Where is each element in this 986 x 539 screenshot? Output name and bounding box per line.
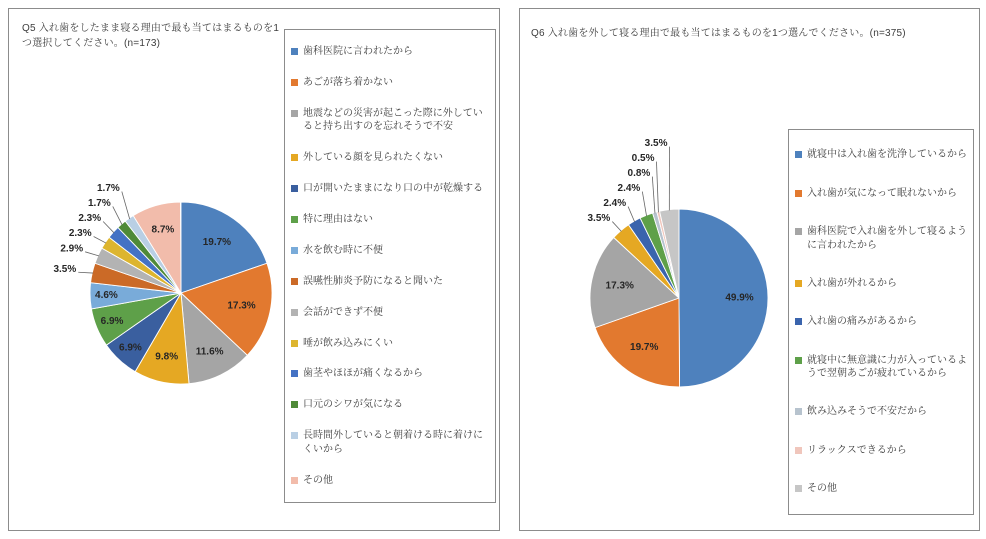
legend-item-2: [291, 107, 489, 134]
legend-label: その他: [807, 483, 837, 495]
legend-item-4: [291, 182, 489, 196]
pie-data-label: 2.3%: [78, 213, 102, 225]
legend-color-swatch: [291, 340, 298, 347]
pie-data-label: 2.9%: [60, 243, 84, 255]
label-leader-line: [78, 272, 93, 273]
legend-color-swatch: [291, 401, 298, 408]
legend-color-swatch: [795, 408, 802, 415]
legend-q6: [788, 129, 974, 515]
legend-item-2: [795, 225, 967, 252]
legend-item-5: [795, 354, 967, 381]
legend-item-13: [291, 474, 489, 488]
legend-color-swatch: [795, 151, 802, 158]
legend-item-1: [795, 187, 967, 201]
legend-label: 誤嚥性肺炎予防になると聞いた: [303, 275, 443, 287]
legend-color-swatch: [291, 185, 298, 192]
legend-label: 就寝中は入れ歯を洗浄しているから: [807, 149, 967, 161]
legend-label: 歯茎やほほが痛くなるから: [303, 368, 423, 380]
legend-item-12: [291, 429, 489, 456]
pie-data-label: 1.7%: [97, 183, 120, 195]
legend-color-swatch: [291, 48, 298, 55]
pie-chart-q6: [546, 137, 826, 402]
legend-color-swatch: [291, 216, 298, 223]
legend-label: 入れ歯が外れるから: [807, 277, 897, 289]
legend-color-swatch: [795, 485, 802, 492]
legend-label: 口が開いたままになり口の中が乾燥する: [303, 182, 483, 194]
legend-label: 長時間外していると朝着ける時に着けにくいから: [303, 430, 483, 455]
legend-item-0: [291, 45, 489, 59]
legend-color-swatch: [291, 154, 298, 161]
legend-item-0: [795, 148, 967, 162]
label-leader-line: [94, 236, 106, 243]
pie-data-label: 2.3%: [68, 228, 92, 240]
legend-item-4: [795, 315, 967, 329]
label-leader-line: [628, 207, 635, 222]
legend-label: 入れ歯が気になって眠れないから: [807, 187, 957, 199]
legend-label: 就寝中に無意識に力が入っているようで翌朝あごが疲れているから: [807, 354, 967, 380]
legend-item-11: [291, 398, 489, 412]
pie-data-label: 9.8%: [155, 351, 179, 363]
legend-color-swatch: [291, 370, 298, 377]
pie-data-label: 2.4%: [603, 198, 627, 210]
chart-panel-q6: [519, 8, 980, 531]
legend-color-swatch: [291, 477, 298, 484]
legend-item-9: [291, 337, 489, 351]
chart-panel-q5: [8, 8, 500, 531]
legend-label: 歯科医院に言われたから: [303, 45, 413, 57]
pie-data-label: 3.5%: [587, 213, 611, 225]
pie-chart-q5: [29, 149, 299, 419]
pie-data-label: 0.8%: [627, 168, 651, 180]
label-leader-line: [113, 206, 122, 224]
legend-label: 外している顔を見られたくない: [303, 151, 443, 163]
pie-data-label: 11.6%: [195, 346, 224, 358]
legend-item-7: [291, 275, 489, 289]
legend-item-8: [291, 306, 489, 320]
pie-data-label: 17.3%: [227, 300, 256, 312]
legend-label: 会話ができず不便: [303, 306, 383, 318]
legend-q5: [284, 29, 496, 503]
legend-color-swatch: [291, 247, 298, 254]
legend-label: 口元のシワが気になる: [303, 399, 403, 411]
legend-color-swatch: [291, 79, 298, 86]
legend-color-swatch: [795, 280, 802, 287]
legend-item-3: [795, 277, 967, 291]
legend-color-swatch: [795, 190, 802, 197]
label-leader-line: [652, 177, 655, 214]
legend-label: リラックスできるから: [807, 444, 907, 456]
pie-data-label: 0.5%: [631, 153, 655, 165]
legend-label: その他: [303, 474, 333, 486]
legend-label: 入れ歯の痛みがあるから: [807, 316, 917, 328]
legend-item-6: [795, 405, 967, 419]
chart-title-q6: Q6 入れ歯を外して寝る理由で最も当てはまるものを1つ選んでください。(n=375): [531, 28, 906, 39]
pie-data-label: 49.9%: [725, 292, 754, 304]
pie-slice-0: [679, 209, 768, 387]
legend-color-swatch: [795, 318, 802, 325]
pie-data-label: 4.6%: [95, 289, 118, 301]
legend-label: 地震などの災害が起こった際に外していると持ち出すのを忘れそうで不安: [303, 107, 483, 133]
legend-label: 水を飲む時に不便: [303, 244, 383, 256]
legend-item-10: [291, 367, 489, 381]
label-leader-line: [642, 192, 646, 217]
legend-item-3: [291, 151, 489, 165]
label-leader-line: [612, 222, 621, 232]
legend-color-swatch: [795, 357, 802, 364]
pie-data-label: 19.7%: [202, 237, 232, 249]
legend-color-swatch: [795, 228, 802, 235]
pie-data-label: 8.7%: [151, 224, 175, 236]
label-leader-line: [85, 252, 99, 256]
legend-item-5: [291, 213, 489, 227]
legend-color-swatch: [291, 309, 298, 316]
pie-data-label: 3.5%: [53, 263, 77, 275]
pie-data-label: 17.3%: [605, 280, 634, 292]
label-leader-line: [656, 162, 658, 213]
pie-data-label: 6.9%: [119, 342, 142, 354]
legend-item-7: [795, 444, 967, 458]
label-leader-line: [122, 191, 130, 218]
legend-label: あごが落ち着かない: [303, 76, 393, 88]
legend-color-swatch: [291, 432, 298, 439]
legend-item-6: [291, 244, 489, 258]
legend-label: 飲み込みそうで不安だから: [807, 406, 927, 418]
label-leader-line: [103, 221, 114, 232]
legend-label: 特に理由はない: [303, 213, 373, 225]
legend-item-1: [291, 76, 489, 90]
pie-data-label: 19.7%: [630, 342, 659, 354]
chart-title-q5: Q5 入れ歯をしたまま寝る理由で最も当てはまるものを1つ選択してください。(n=173): [22, 23, 280, 49]
pie-data-label: 2.4%: [617, 183, 641, 195]
pie-data-label: 6.9%: [100, 316, 124, 328]
legend-label: 歯科医院で入れ歯を外して寝るように言われたから: [807, 226, 967, 251]
legend-color-swatch: [795, 447, 802, 454]
pie-data-label: 3.5%: [644, 138, 668, 150]
legend-label: 唾が飲み込みにくい: [303, 337, 393, 349]
legend-item-8: [795, 482, 967, 496]
legend-color-swatch: [291, 110, 298, 117]
legend-color-swatch: [291, 278, 298, 285]
pie-data-label: 1.7%: [87, 198, 111, 210]
